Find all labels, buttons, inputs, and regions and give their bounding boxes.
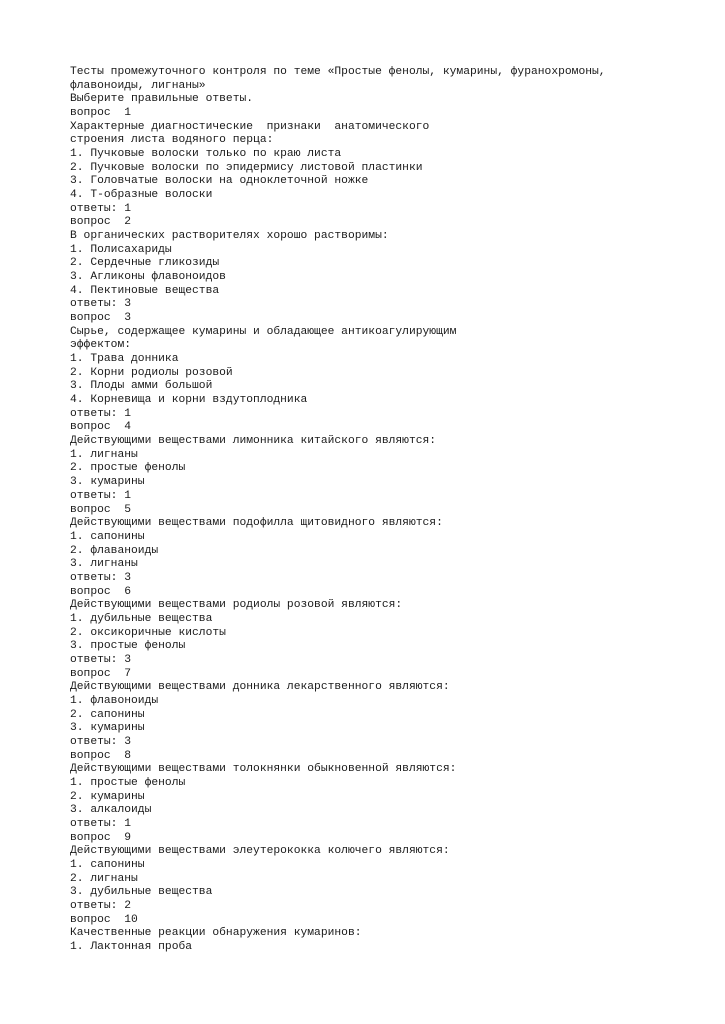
document-line: эффектом:: [70, 339, 132, 352]
document-line: вопрос 4: [70, 421, 132, 434]
document-line: Сырье, содержащее кумарины и обладающее антикоагулирующим: [70, 325, 457, 338]
document-line: 2. Сердечные гликозиды: [70, 257, 220, 270]
document-line: вопрос 3: [70, 312, 132, 325]
document-line: 1. Полисахариды: [70, 243, 172, 256]
document-line: 1. Трава донника: [70, 353, 179, 366]
document-line: 2. кумарины: [70, 790, 145, 803]
document-line: вопрос 2: [70, 216, 132, 229]
document-line: Характерные диагностические признаки анатомического: [70, 120, 430, 133]
document-line: 1. сапонины: [70, 858, 145, 871]
document-line: 3. алкалоиды: [70, 804, 152, 817]
document-line: вопрос 10: [70, 913, 138, 926]
document-line: Выберите правильные ответы.: [70, 93, 254, 106]
document-line: В органических растворителях хорошо растворимы:: [70, 230, 389, 243]
document-line: флавоноиды, лигнаны»: [70, 79, 206, 92]
document-line: ответы: 2: [70, 899, 132, 912]
document-line: Действующими веществами донника лекарственного являются:: [70, 681, 450, 694]
document-line: 1. флавоноиды: [70, 694, 159, 707]
document-line: ответы: 1: [70, 407, 132, 420]
document-line: вопрос 5: [70, 503, 132, 516]
document-line: 3. Головчатые волоски на одноклеточной ножке: [70, 175, 369, 188]
document-line: ответы: 3: [70, 653, 132, 666]
document-text-body: [70, 66, 710, 955]
document-line: Действующими веществами подофилла щитовидного являются:: [70, 517, 443, 530]
document-line: вопрос 6: [70, 585, 132, 598]
document-line: вопрос 1: [70, 107, 132, 120]
document-line: Действующими веществами толокнянки обыкновенной являются:: [70, 763, 457, 776]
document-line: 4. Т-образные волоски: [70, 189, 213, 202]
document-line: ответы: 1: [70, 489, 132, 502]
document-line: 4. Пектиновые вещества: [70, 284, 220, 297]
document-line: 3. Плоды амми большой: [70, 380, 213, 393]
document-line: ответы: 1: [70, 817, 132, 830]
document-line: 3. дубильные вещества: [70, 886, 213, 899]
document-line: ответы: 3: [70, 735, 132, 748]
document-line: 3. лигнаны: [70, 558, 138, 571]
document-line: Действующими веществами родиолы розовой являются:: [70, 599, 403, 612]
document-line: ответы: 1: [70, 202, 132, 215]
document-line: ответы: 3: [70, 298, 132, 311]
document-line: 3. Агликоны флавоноидов: [70, 271, 226, 284]
document-line: 2. лигнаны: [70, 872, 138, 885]
document-line: 1. простые фенолы: [70, 776, 186, 789]
document-line: 2. флаваноиды: [70, 544, 159, 557]
document-line: 2. сапонины: [70, 708, 145, 721]
document-line: 3. кумарины: [70, 722, 145, 735]
document-line: строения листа водяного перца:: [70, 134, 274, 147]
document-line: 1. дубильные вещества: [70, 612, 213, 625]
document-line: 2. Пучковые волоски по эпидермису листовой пластинки: [70, 161, 423, 174]
document-line: 2. оксикоричные кислоты: [70, 626, 226, 639]
document-line: Действующими веществами элеутерококка колючего являются:: [70, 845, 450, 858]
document-line: Действующими веществами лимонника китайского являются:: [70, 435, 437, 448]
document-line: вопрос 8: [70, 749, 132, 762]
document-line: 1. Лактонная проба: [70, 941, 193, 953]
document-line: вопрос 7: [70, 667, 132, 680]
document-line: ответы: 3: [70, 571, 132, 584]
document-line: 3. кумарины: [70, 476, 145, 489]
document-line: 1. лигнаны: [70, 448, 138, 461]
document-line: 1. сапонины: [70, 530, 145, 543]
document-line: вопрос 9: [70, 831, 132, 844]
document-line: 1. Пучковые волоски только по краю листа: [70, 148, 342, 161]
document-line: 2. Корни родиолы розовой: [70, 366, 233, 379]
document-line: Тесты промежуточного контроля по теме «Простые фенолы, кумарины, фуранохромоны,: [70, 66, 606, 78]
document-line: 2. простые фенолы: [70, 462, 186, 475]
document-line: 4. Корневища и корни вздутоплодника: [70, 394, 308, 407]
document-line: Качественные реакции обнаружения кумаринов:: [70, 927, 362, 940]
document-line: 3. простые фенолы: [70, 640, 186, 653]
